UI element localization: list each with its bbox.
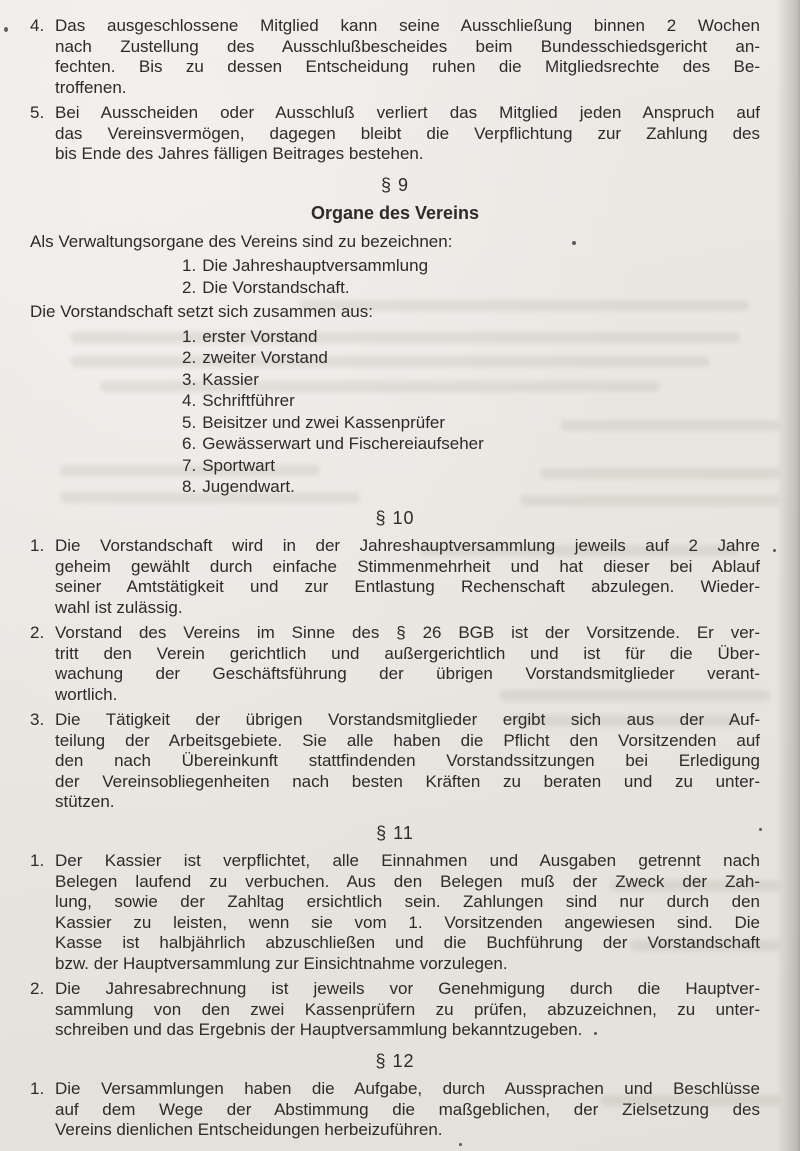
item-number: 1. — [30, 1079, 45, 1098]
role-label: zweiter Vorstand — [202, 348, 328, 367]
text-line: Das ausgeschlossene Mitglied kann seine Ausschließung binnen 2 Wochen — [55, 16, 760, 35]
role-list-item — [182, 390, 760, 412]
scan-speck — [773, 549, 776, 552]
text-line: bzw. der Hauptversammlung zur Einsichtnahme vorzulegen. — [55, 953, 508, 973]
text-line: Der Kassier ist verpflichtet, alle Einnahmen und Ausgaben getrennt nach — [55, 851, 760, 870]
text-line: Kassier zu leisten, wenn sie vom 1. Vorsitzenden angewiesen sind. Die — [55, 912, 760, 932]
role-list-item — [182, 433, 760, 455]
item-number: 3. — [182, 369, 197, 389]
text-line: troffenen. — [55, 77, 127, 97]
text-line: seiner Amtstätigkeit und zur Entlastung Rechenschaft abzulegen. Wieder- — [55, 577, 760, 596]
item-number: 3. — [30, 710, 45, 729]
text-line: auf dem Wege der Abstimmung die maßgeblichen, der Zielsetzung des — [55, 1099, 760, 1119]
text-line: Die Vorstandschaft wird in der Jahreshauptversammlung jeweils auf 2 Jahre — [55, 536, 760, 555]
statute-paragraph — [30, 1079, 760, 1141]
document-content — [30, 16, 760, 1146]
item-number: 5. — [30, 103, 45, 122]
text-line: Belegen laufend zu verbuchen. Aus den Belegen muß der Zweck der Zah- — [55, 871, 760, 891]
text-line: Kasse ist halbjährlich abzuschließen und die Buchführung der Vorstandschaft — [55, 933, 760, 952]
statute-paragraph — [30, 851, 760, 974]
text-line: schreiben und das Ergebnis der Hauptversammlung bekanntzugeben. — [55, 1020, 583, 1039]
text-line: wortlich. — [55, 684, 118, 704]
section-heading: § 10 — [375, 507, 415, 528]
item-number: 2. — [30, 979, 45, 998]
text-line: wachung der Geschäftsführung der übrigen Vorstandsmitglieder verant- — [55, 664, 760, 683]
section-subheading: Organe des Vereins — [310, 203, 480, 223]
item-number: 2. — [182, 277, 197, 297]
text-line: tritt den Verein gerichtlich und außergerichtlich und ist für die Über- — [55, 643, 760, 663]
role-list-item — [182, 476, 760, 498]
role-list — [182, 326, 760, 498]
section-heading: § 9 — [380, 174, 410, 195]
text-line: stützen. — [55, 792, 115, 811]
scan-speck — [4, 27, 8, 32]
role-label: Die Jahreshauptversammlung — [202, 256, 429, 275]
item-number: 6. — [182, 434, 197, 453]
intro-line: Die Vorstandschaft setzt sich zusammen aus: — [30, 302, 373, 321]
intro-line: Als Verwaltungsorgane des Vereins sind zu bezeichnen: — [30, 231, 453, 251]
text-line: sammlung von den zwei Kassenprüfern zu prüfen, abzuzeichnen, zu unter- — [55, 999, 760, 1019]
text-line: Die Jahresabrechnung ist jeweils vor Genehmigung durch die Hauptver- — [55, 979, 760, 998]
text-line: Die Versammlungen haben die Aufgabe, durch Aussprachen und Beschlüsse — [55, 1079, 760, 1098]
text-line: wahl ist zulässig. — [55, 597, 183, 617]
item-number: 7. — [182, 455, 197, 475]
section-heading: § 12 — [375, 1050, 415, 1071]
item-number: 4. — [182, 391, 197, 410]
section-heading: § 11 — [376, 822, 414, 843]
text-line: den nach Übereinkunft stattfindenden Vorstandssitzungen bei Erledigung — [55, 751, 760, 770]
item-number: 4. — [30, 16, 45, 35]
text-line: Die Tätigkeit der übrigen Vorstandsmitglieder ergibt sich aus der Auf- — [55, 710, 760, 729]
role-list — [182, 255, 760, 298]
role-label: Schriftführer — [202, 391, 295, 410]
role-list-item — [182, 277, 760, 299]
role-label: Beisitzer und zwei Kassenprüfer — [202, 412, 446, 432]
item-number: 1. — [182, 326, 197, 346]
text-line: Vorstand des Vereins im Sinne des § 26 BGB ist der Vorsitzende. Er ver- — [55, 623, 760, 642]
role-label: Gewässerwart und Fischereiaufseher — [202, 434, 484, 453]
statute-paragraph — [30, 16, 760, 98]
statute-paragraph — [30, 710, 760, 813]
item-number: 1. — [182, 256, 197, 275]
item-number: 2. — [182, 348, 197, 367]
text-line: Bei Ausscheiden oder Ausschluß verliert das Mitglied jeden Anspruch auf — [55, 103, 760, 122]
role-list-item — [182, 455, 760, 477]
item-number: 2. — [30, 623, 45, 642]
item-number: 1. — [30, 851, 45, 870]
role-list-item — [182, 255, 760, 277]
item-number: 1. — [30, 536, 45, 555]
text-line: teilung der Arbeitsgebiete. Sie alle haben die Pflicht den Vorsitzenden auf — [55, 730, 760, 750]
text-line: Vereins dienlichen Entscheidungen herbeizuführen. — [55, 1120, 443, 1139]
text-line: das Vereinsvermögen, dagegen bleibt die Verpflichtung zur Zahlung des — [55, 123, 760, 143]
item-number: 5. — [182, 412, 197, 432]
item-number: 8. — [182, 477, 197, 496]
role-list-item — [182, 369, 760, 391]
role-label: Kassier — [202, 369, 259, 389]
role-label: Sportwart — [202, 455, 275, 475]
role-list-item — [182, 412, 760, 434]
role-label: Jugendwart. — [202, 477, 295, 496]
role-list-item — [182, 326, 760, 348]
text-line: lung, sowie der Zahltag ersichtlich sein. Zahlungen sind nur durch den — [55, 892, 760, 911]
role-label: Die Vorstandschaft. — [202, 277, 350, 297]
text-line: nach Zustellung des Ausschlußbescheides beim Bundesschiedsgericht an- — [55, 36, 760, 56]
text-line: der Vereinsobliegenheiten nach besten Kräften zu beraten und zu unter- — [55, 771, 760, 791]
statute-paragraph — [30, 623, 760, 705]
text-line: geheim gewählt durch einfache Stimmenmehrheit und hat dieser bei Ablauf — [55, 556, 760, 576]
role-list-item — [182, 347, 760, 369]
statute-paragraph — [30, 103, 760, 165]
statute-paragraph — [30, 979, 760, 1041]
text-line: fechten. Bis zu dessen Entscheidung ruhen die Mitgliedsrechte des Be- — [55, 57, 760, 76]
statute-paragraph — [30, 536, 760, 618]
role-label: erster Vorstand — [202, 326, 318, 346]
text-line: bis Ende des Jahres fälligen Beitrages bestehen. — [55, 144, 424, 163]
